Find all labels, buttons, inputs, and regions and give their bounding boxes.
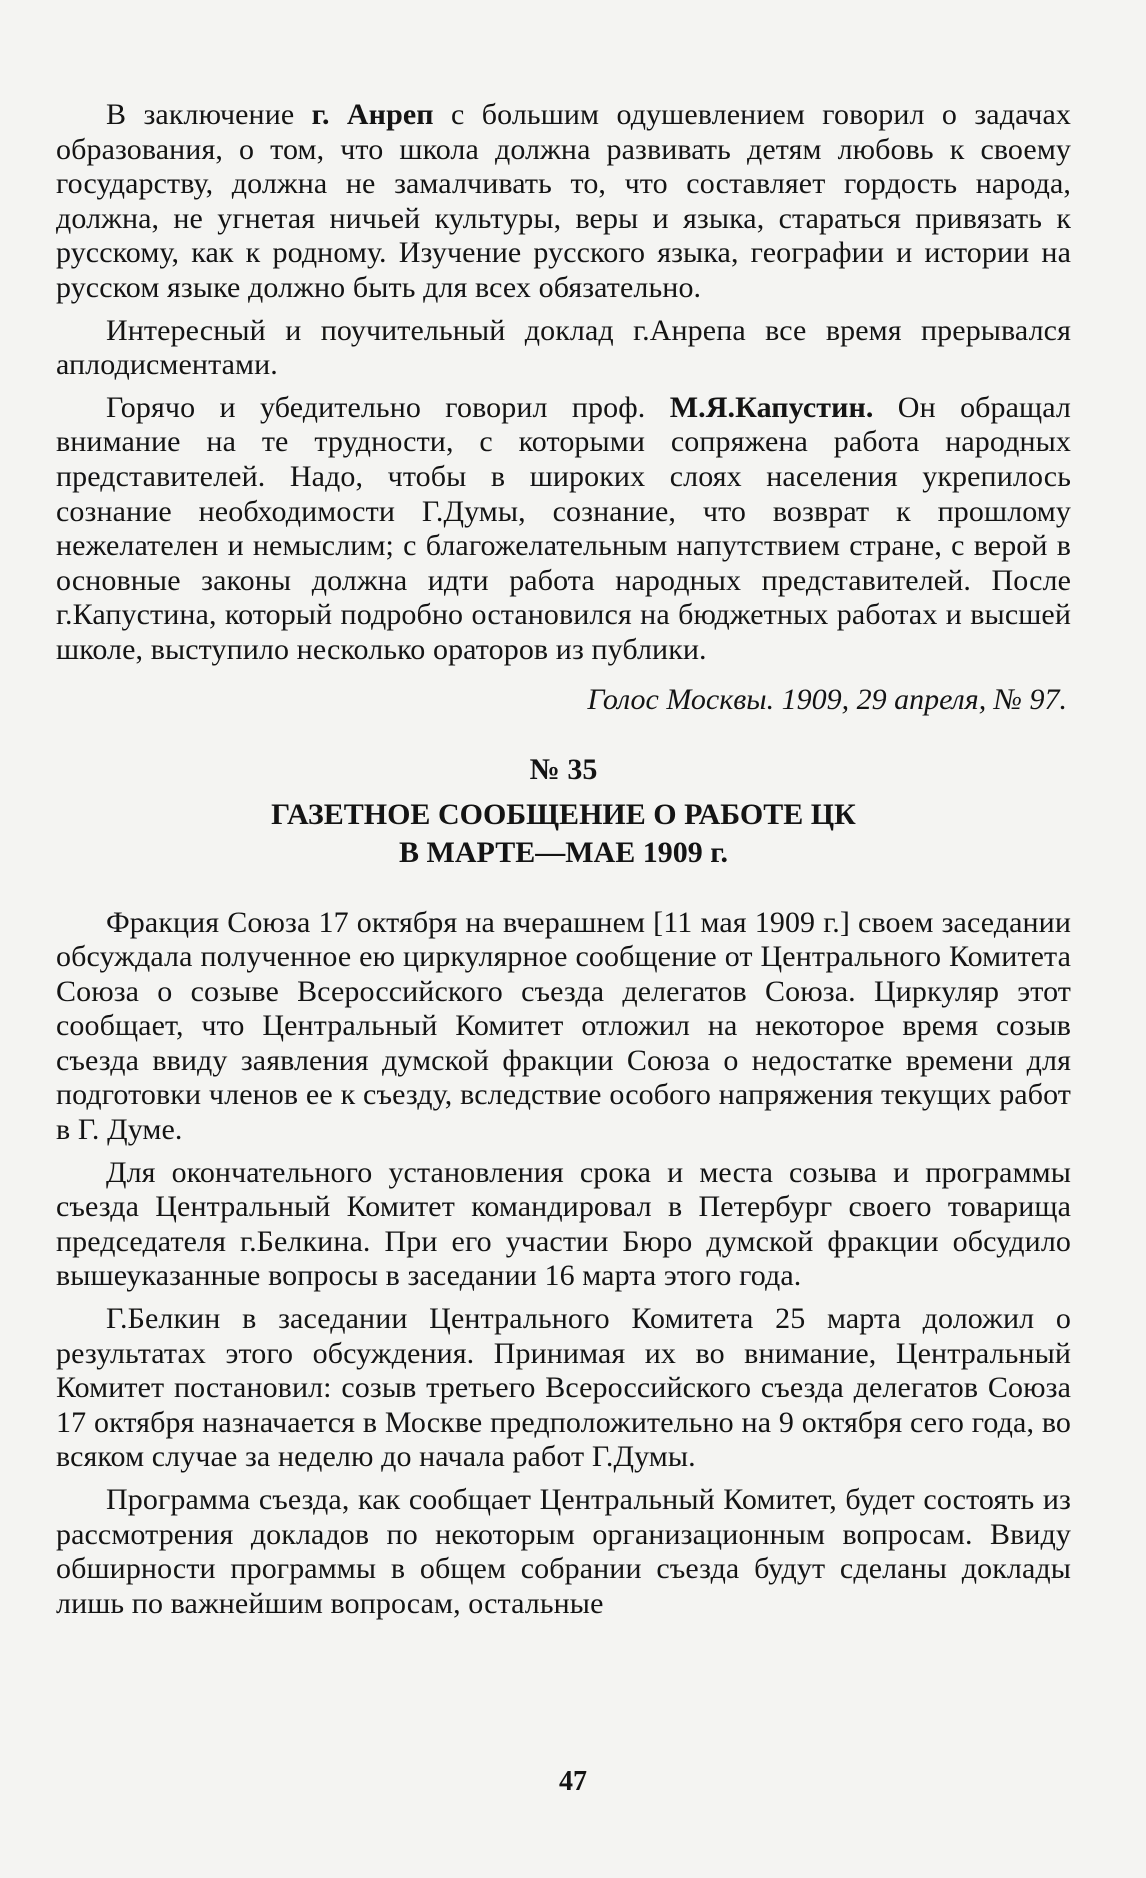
- document-title: [56, 796, 1071, 872]
- paragraph: Фракция Союза 17 октября на вчерашнем [11 мая 1909 г.] своем заседании обсуждала полученное ею циркулярное сообщение от Центрального Комитета Союза о созыве Всероссийского съезда делегатов Союза. Циркуляр этот сообщает, что Центральный Комитет отложил на некоторое время созыв съезда ввиду заявления думской фракции Союза о недостатке времени для подготовки членов ее к съезду, вследствие особого напряжения текущих работ в Г. Думе.: [56, 905, 1071, 1147]
- paragraph: Программа съезда, как сообщает Центральный Комитет, будет состоять из рассмотрения докладов по некоторым организационным вопросам. Ввиду обширности программы в общем собрании съезда будут сделаны доклады лишь по важнейшим вопросам, остальные: [56, 1483, 1071, 1620]
- intro-section: [56, 98, 1071, 668]
- text-run: с большим одушевлением говорил о задачах образования, о том, что школа должна развивать детям любовь к своему государству, должна не замалчивать то, что составляет гордость народа, должна, не угнетая ничьей культуры, веры и языка, стараться привязать к русскому, как к родному. Изучение русского языка, географии и истории на русском языке должно быть для всех обязательно.: [56, 98, 1071, 304]
- source-citation: Голос Москвы. 1909, 29 апреля, № 97.: [587, 682, 1067, 716]
- text-run: В заключение: [106, 98, 312, 131]
- paragraph: [56, 391, 1071, 668]
- text-column: [56, 98, 1071, 1629]
- document-number: № 35: [529, 752, 598, 786]
- bold-name: г. Анреп: [311, 98, 434, 131]
- text-run: Он обращал внимание на те трудности, с которыми сопряжена работа народных представителей. Надо, чтобы в широких слоях населения укрепилось сознание необходимости Г.Думы, сознание, что возврат к прошлому нежелателен и немыслим; с благожелательным напутствием стране, с верой в основные законы должна идти работа народных представителей. После г.Капустина, который подробно остановился на бюджетных работах и высшей школе, выступило несколько ораторов из публики.: [56, 390, 1071, 666]
- document-title-line-1: ГАЗЕТНОЕ СООБЩЕНИЕ О РАБОТЕ ЦК: [271, 797, 856, 831]
- document-title-line-2: В МАРТЕ—МАЕ 1909 г.: [399, 835, 728, 869]
- text-run: Интересный и поучительный доклад г.Анрепа все время прерывался аплодисментами.: [56, 313, 1071, 382]
- page-number: 47: [559, 1766, 587, 1797]
- body-section: [56, 906, 1071, 1622]
- paragraph: Для окончательного установления срока и места созыва и программы съезда Центральный Комитет командировал в Петербург своего товарища председателя г.Белкина. При его участии Бюро думской фракции обсудило вышеуказанные вопросы в заседании 16 марта этого года.: [56, 1155, 1071, 1293]
- text-run: Горячо и убедительно говорил проф.: [106, 390, 670, 424]
- bold-name: М.Я.Капустин.: [669, 390, 874, 424]
- paragraph: Г.Белкин в заседании Центрального Комитета 25 марта доложил о результатах этого обсуждения. Принимая их во внимание, Центральный Комитет постановил: созыв третьего Всероссийского съезда делегатов Союза 17 октября назначается в Москве предположительно на 9 октября сего года, во всяком случае за неделю до начала работ Г.Думы.: [56, 1302, 1071, 1474]
- paragraph: [56, 98, 1071, 306]
- paragraph: [56, 314, 1071, 383]
